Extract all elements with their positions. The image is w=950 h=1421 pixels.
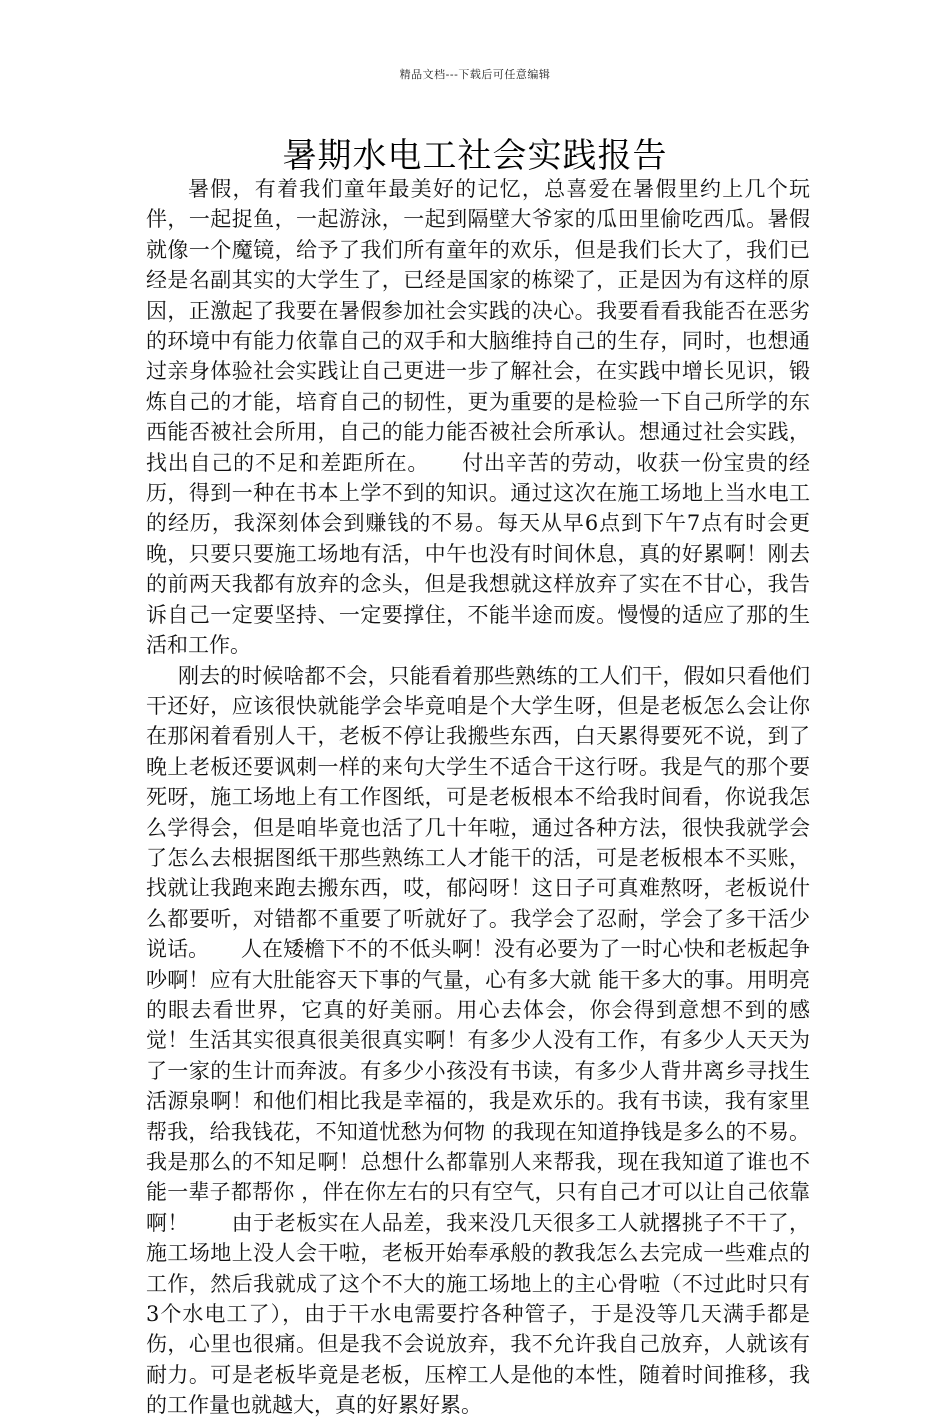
paragraph-2: 刚去的时候啥都不会，只能看着那些熟练的工人们干，假如只看他们干还好，应该很快就能学会毕竟咱是个大学生呀，但是老板怎么会让你在那闲着看别人干，老板不停让我搬些东西，白天累得要死不说，到了晚上老板还要讽刺一样的来句大学生不适合干这行呀。我是气的那个要死呀，施工场地上有工作图纸，可是老板根本不给我时间看，你说我怎么学得会，但是咱毕竟也活了几十年啦，通过各种方法，很快我就学会了怎么去根据图纸干那些熟练工人才能干的活，可是老板根本不买账，找就让我跑来跑去搬东西，哎，郁闷呀！这日子可真难熬呀，老板说什么都要听，对错都不重要了听就好了。我学会了忍耐，学会了多干活少说话。 人在矮檐下不的不低头啊！没有必要为了一时心快和老板起争吵啊！应有大肚能容天下事的气量，心有多大就 能干多大的事。用明亮的眼去看世界，它真的好美丽。用心去体会，你会得到意想不到的感觉！生活其实很真很美很真实啊！有多少人没有工作，有多少人天天为了一家的生计而奔波。有多少小孩没有书读，有多少人背井离乡寻找生活源泉啊！和他们相比我是幸福的，我是欢乐的。我有书读，我有家里帮我，给我钱花，不知道忧愁为何物 的我现在知道挣钱是多么的不易。我是那么的不知足啊！总想什么都靠别人来帮我，现在我知道了谁也不能一辈子都帮你 ，伴在你左右的只有空气，只有自己才可以让自己依靠啊！ 由于老板实在人品差，我来没几天很多工人就撂挑子不干了，施工场地上没人会干啦，老板开始奉承般的教我怎么去完成一些难点的工作，然后我就成了这个不大的施工场地上的主心骨啦（不过此时只有3个水电工了），由于干水电需要拧各种管子，于是没等几天满手都是伤，心里也很痛。但是我不会说放弃，我不允许我自己放弃，人就该有耐力。可是老板毕竟是老板，压榨工人是他的本性，随着时间推移，我的工作量也就越大，真的好累好累。 [146, 663, 810, 1418]
page-header-note: 精品文档---下载后可任意编辑 [399, 68, 551, 81]
document-title: 暑期水电工社会实践报告 [282, 136, 668, 176]
paragraph-1: 暑假，有着我们童年最美好的记忆，总喜爱在暑假里约上几个玩伴，一起捉鱼，一起游泳，一起到隔壁大爷家的瓜田里偷吃西瓜。暑假就像一个魔镜，给予了我们所有童年的欢乐，但是我们长大了，我们已经是名副其实的大学生了，已经是国家的栋梁了，正是因为有这样的原因，正激起了我要在暑假参加社会实践的决心。我要看看我能否在恶劣的环境中有能力依靠自己的双手和大脑维持自己的生存，同时，也想通过亲身体验社会实践让自己更进一步了解社会，在实践中增长见识，锻炼自己的才能，培育自己的韧性，更为重要的是检验一下自己所学的东西能否被社会所用，自己的能力能否被社会所承认。想通过社会实践，找出自己的不足和差距所在。 付出辛苦的劳动，收获一份宝贵的经历，得到一种在书本上学不到的知识。通过这次在施工场地上当水电工的经历，我深刻体会到赚钱的不易。每天从早6点到下午7点有时会更晚，只要只要施工场地有活，中午也没有时间休息，真的好累啊！刚去的前两天我都有放弃的念头，但是我想就这样放弃了实在不甘心，我告诉自己一定要坚持、一定要撑住，不能半途而废。慢慢的适应了那的生活和工作。 [146, 177, 810, 658]
document-body [146, 174, 810, 1421]
